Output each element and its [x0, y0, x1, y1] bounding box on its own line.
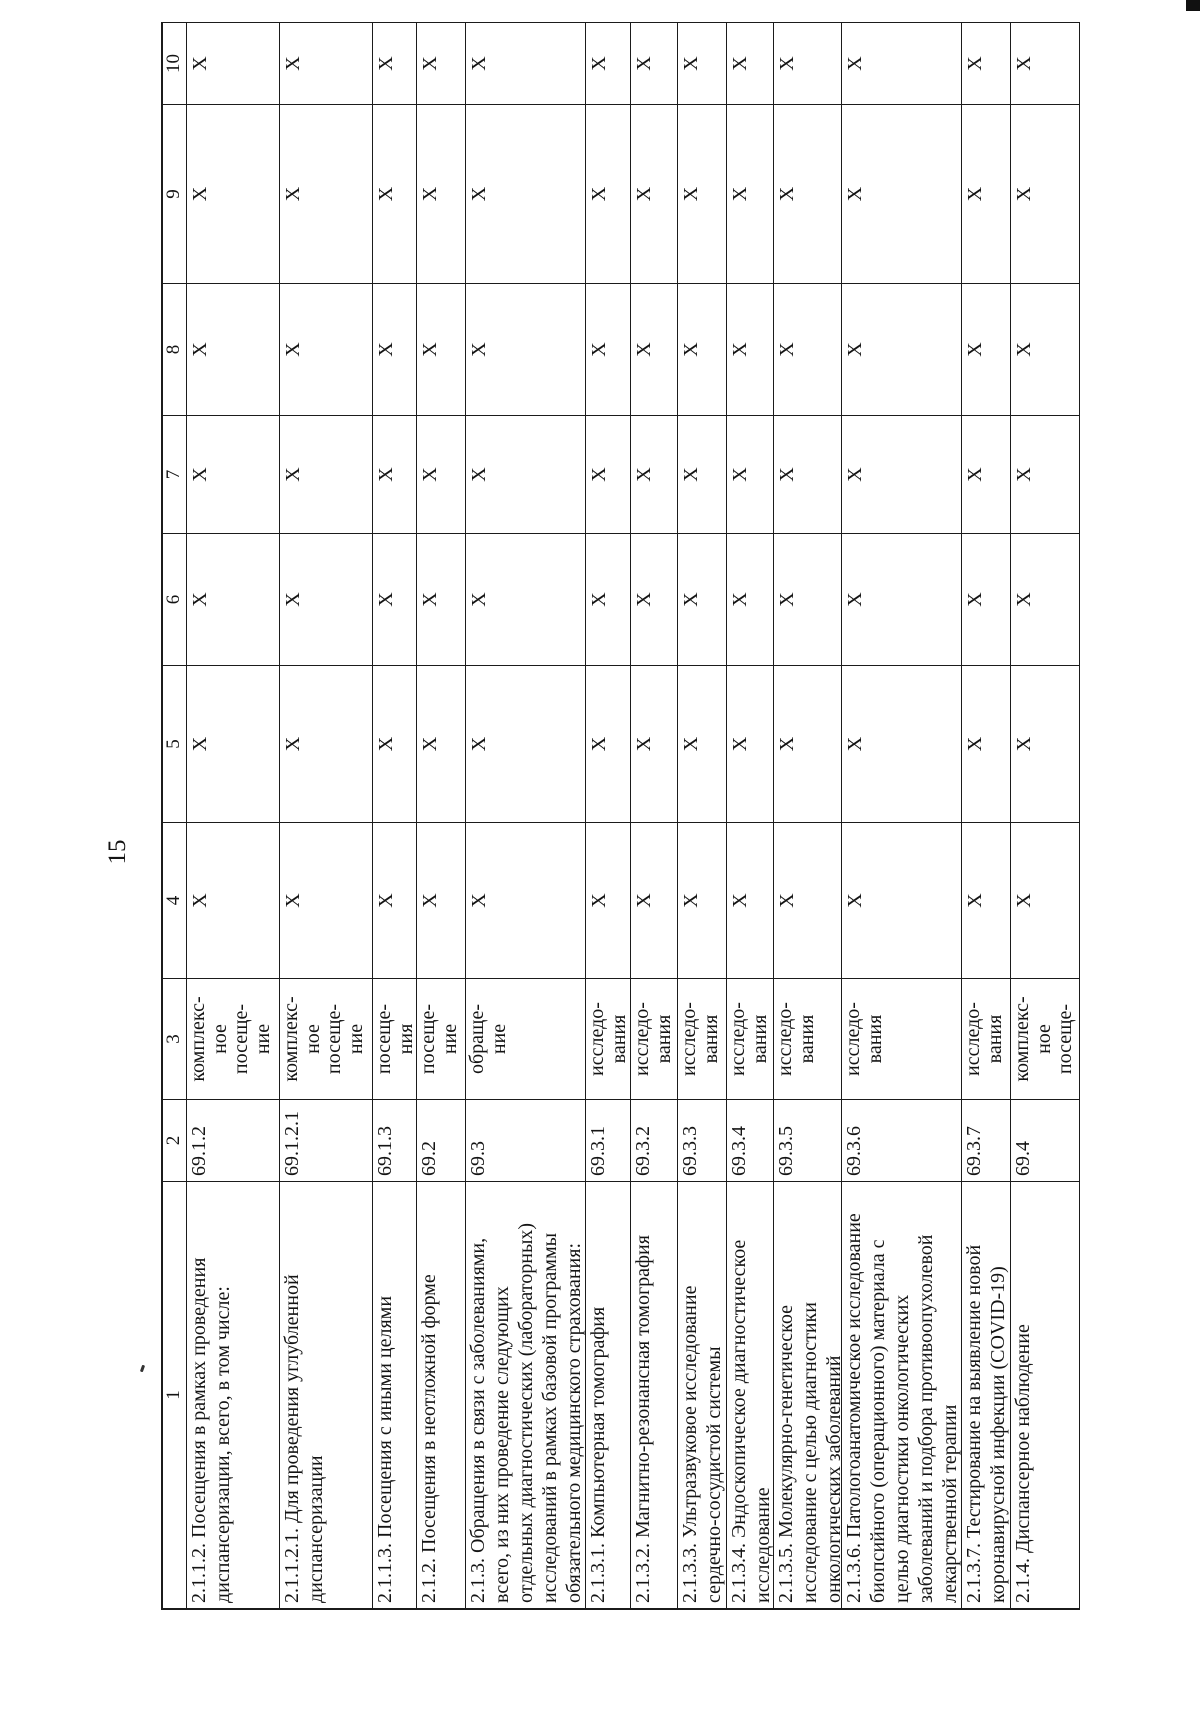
value-cell: Х — [962, 533, 1011, 665]
code-cell: 69.3.1 — [586, 1099, 631, 1181]
indicator-cell: 2.1.3.5. Молекулярно-генетическое исследование с целью диагностики онкологических заболеваний — [774, 1181, 842, 1608]
value-cell: Х — [678, 822, 727, 978]
table-row — [187, 22, 280, 1608]
value-cell: Х — [417, 822, 466, 978]
indicator-cell: 2.1.3.7. Тестирование на выявление новой коронавирусной инфекции (COVID-19) — [962, 1181, 1011, 1608]
unit-cell: исследо- вания — [678, 978, 727, 1099]
column-number: 5 — [163, 665, 187, 822]
value-cell: Х — [373, 283, 417, 415]
value-cell: Х — [373, 822, 417, 978]
value-cell: Х — [280, 822, 373, 978]
column-number: 10 — [163, 22, 187, 104]
value-cell: Х — [774, 104, 842, 283]
indicator-cell: 2.1.3.4. Эндоскопическое диагностическое исследование — [727, 1181, 774, 1608]
value-cell: Х — [678, 283, 727, 415]
value-cell: Х — [466, 415, 586, 533]
unit-cell: исследо- вания — [586, 978, 631, 1099]
indicator-cell: 2.1.3.3. Ультразвуковое исследование сердечно-сосудистой системы — [678, 1181, 727, 1608]
code-cell: 69.2 — [417, 1099, 466, 1181]
indicator-cell: 2.1.4. Диспансерное наблюдение — [1011, 1181, 1080, 1608]
table-row — [774, 22, 845, 1608]
table-row — [586, 22, 631, 1608]
value-cell: Х — [631, 22, 678, 104]
value-cell: Х — [373, 415, 417, 533]
value-cell: Х — [842, 283, 962, 415]
table-row — [466, 22, 586, 1608]
value-cell: Х — [678, 22, 727, 104]
value-cell: Х — [774, 283, 842, 415]
table-row — [417, 22, 466, 1608]
value-cell: Х — [962, 822, 1011, 978]
column-number: 7 — [163, 415, 187, 533]
value-cell: Х — [280, 283, 373, 415]
value-cell: Х — [727, 104, 774, 283]
rotated-data-table — [161, 22, 1080, 1610]
code-cell: 69.1.2 — [187, 1099, 280, 1181]
value-cell: Х — [466, 533, 586, 665]
value-cell: Х — [1011, 22, 1080, 104]
indicator-cell: 2.1.3. Обращения в связи с заболеваниями, всего, из них проведение следующих отдельных диагностических (лабораторных) исследований в рамках базовой программы обязательного медицинского страхования: — [466, 1181, 586, 1608]
unit-cell: обраще- ние — [466, 978, 586, 1099]
unit-cell: исследо- вания — [774, 978, 842, 1099]
value-cell: Х — [280, 104, 373, 283]
indicator-cell: 2.1.1.2.1. Для проведения углубленной диспансеризации — [280, 1181, 373, 1608]
value-cell: Х — [962, 283, 1011, 415]
table-row — [727, 22, 774, 1608]
indicator-cell: 2.1.3.1. Компьютерная томография — [586, 1181, 631, 1608]
value-cell: Х — [678, 665, 727, 822]
value-cell: Х — [187, 822, 280, 978]
value-cell: Х — [1011, 283, 1080, 415]
value-cell: Х — [842, 533, 962, 665]
value-cell: Х — [417, 104, 466, 283]
value-cell: Х — [280, 415, 373, 533]
value-cell: Х — [774, 665, 842, 822]
unit-cell: комплекс- ное посеще- ние — [280, 978, 373, 1099]
indicator-cell: 2.1.1.2. Посещения в рамках проведения диспансеризации, всего, в том числе: — [187, 1181, 280, 1608]
value-cell: Х — [1011, 665, 1080, 822]
value-cell: Х — [373, 665, 417, 822]
column-number: 1 — [163, 1181, 187, 1608]
code-cell: 69.3.5 — [774, 1099, 842, 1181]
value-cell: Х — [678, 415, 727, 533]
code-cell: 69.3.2 — [631, 1099, 678, 1181]
value-cell: Х — [774, 22, 842, 104]
table-row — [678, 22, 727, 1608]
value-cell: Х — [417, 533, 466, 665]
code-cell: 69.3.7 — [962, 1099, 1011, 1181]
code-cell: 69.1.2.1 — [280, 1099, 373, 1181]
value-cell: Х — [466, 283, 586, 415]
value-cell: Х — [842, 415, 962, 533]
value-cell: Х — [727, 415, 774, 533]
value-cell: Х — [586, 665, 631, 822]
value-cell: Х — [280, 665, 373, 822]
value-cell: Х — [417, 283, 466, 415]
value-cell: Х — [727, 533, 774, 665]
scan-speck — [140, 1365, 145, 1373]
value-cell: Х — [466, 104, 586, 283]
value-cell: Х — [1011, 822, 1080, 978]
table-header-row — [163, 22, 187, 1608]
value-cell: Х — [631, 283, 678, 415]
value-cell: Х — [631, 533, 678, 665]
value-cell: Х — [842, 822, 962, 978]
column-number: 4 — [163, 822, 187, 978]
value-cell: Х — [962, 22, 1011, 104]
column-number: 9 — [163, 104, 187, 283]
value-cell: Х — [842, 104, 962, 283]
code-cell: 69.3.4 — [727, 1099, 774, 1181]
indicator-cell: 2.1.2. Посещения в неотложной форме — [417, 1181, 466, 1608]
column-number: 2 — [163, 1099, 187, 1181]
unit-cell: исследо- вания — [631, 978, 678, 1099]
unit-cell: комплекс- ное посеще- — [1011, 978, 1080, 1099]
value-cell: Х — [280, 533, 373, 665]
value-cell: Х — [727, 822, 774, 978]
unit-cell: комплекс- ное посеще- ние — [187, 978, 280, 1099]
value-cell: Х — [727, 283, 774, 415]
value-cell: Х — [466, 22, 586, 104]
code-cell: 69.4 — [1011, 1099, 1080, 1181]
value-cell: Х — [842, 665, 962, 822]
unit-cell: посеще- ния — [373, 978, 417, 1099]
value-cell: Х — [417, 22, 466, 104]
value-cell: Х — [586, 822, 631, 978]
value-cell: Х — [1011, 104, 1080, 283]
column-number: 3 — [163, 978, 187, 1099]
value-cell: Х — [727, 665, 774, 822]
value-cell: Х — [1011, 533, 1080, 665]
code-cell: 69.3.6 — [842, 1099, 962, 1181]
value-cell: Х — [774, 822, 842, 978]
table-row — [280, 22, 373, 1608]
value-cell: Х — [586, 104, 631, 283]
value-cell: Х — [373, 104, 417, 283]
value-cell: Х — [187, 283, 280, 415]
value-cell: Х — [774, 415, 842, 533]
column-number: 8 — [163, 283, 187, 415]
unit-cell: исследо- вания — [727, 978, 774, 1099]
table-row — [373, 22, 417, 1608]
value-cell: Х — [417, 665, 466, 822]
value-cell: Х — [280, 22, 373, 104]
value-cell: Х — [466, 665, 586, 822]
column-number: 6 — [163, 533, 187, 665]
scan-edge-mark — [1186, 0, 1200, 11]
indicator-cell: 2.1.3.6. Патологоанатомическое исследование биопсийного (операционного) материала с целью диагностики онкологических заболеваний и подбора противоопухолевой лекарственной терапии — [842, 1181, 962, 1608]
value-cell: Х — [842, 22, 962, 104]
table-row — [1011, 22, 1080, 1608]
indicator-cell: 2.1.1.3. Посещения с иными целями — [373, 1181, 417, 1608]
value-cell: Х — [631, 415, 678, 533]
value-cell: Х — [187, 22, 280, 104]
value-cell: Х — [631, 104, 678, 283]
value-cell: Х — [962, 665, 1011, 822]
value-cell: Х — [187, 104, 280, 283]
value-cell: Х — [586, 415, 631, 533]
unit-cell: исследо- вания — [962, 978, 1011, 1099]
value-cell: Х — [631, 665, 678, 822]
value-cell: Х — [373, 22, 417, 104]
value-cell: Х — [466, 822, 586, 978]
value-cell: Х — [962, 415, 1011, 533]
code-cell: 69.3 — [466, 1099, 586, 1181]
value-cell: Х — [187, 665, 280, 822]
value-cell: Х — [586, 283, 631, 415]
value-cell: Х — [187, 415, 280, 533]
table-row — [962, 22, 1011, 1608]
value-cell: Х — [373, 533, 417, 665]
value-cell: Х — [678, 533, 727, 665]
unit-cell: исследо- вания — [842, 978, 962, 1099]
value-cell: Х — [727, 22, 774, 104]
code-cell: 69.3.3 — [678, 1099, 727, 1181]
value-cell: Х — [1011, 415, 1080, 533]
value-cell: Х — [586, 22, 631, 104]
value-cell: Х — [678, 104, 727, 283]
value-cell: Х — [631, 822, 678, 978]
code-cell: 69.1.3 — [373, 1099, 417, 1181]
value-cell: Х — [586, 533, 631, 665]
value-cell: Х — [187, 533, 280, 665]
page-number: 15 — [104, 839, 131, 865]
unit-cell: посеще- ние — [417, 978, 466, 1099]
indicator-cell: 2.1.3.2. Магнитно-резонансная томография — [631, 1181, 678, 1608]
value-cell: Х — [417, 415, 466, 533]
value-cell: Х — [962, 104, 1011, 283]
table-row — [631, 22, 678, 1608]
table-row — [842, 22, 962, 1608]
value-cell: Х — [774, 533, 842, 665]
